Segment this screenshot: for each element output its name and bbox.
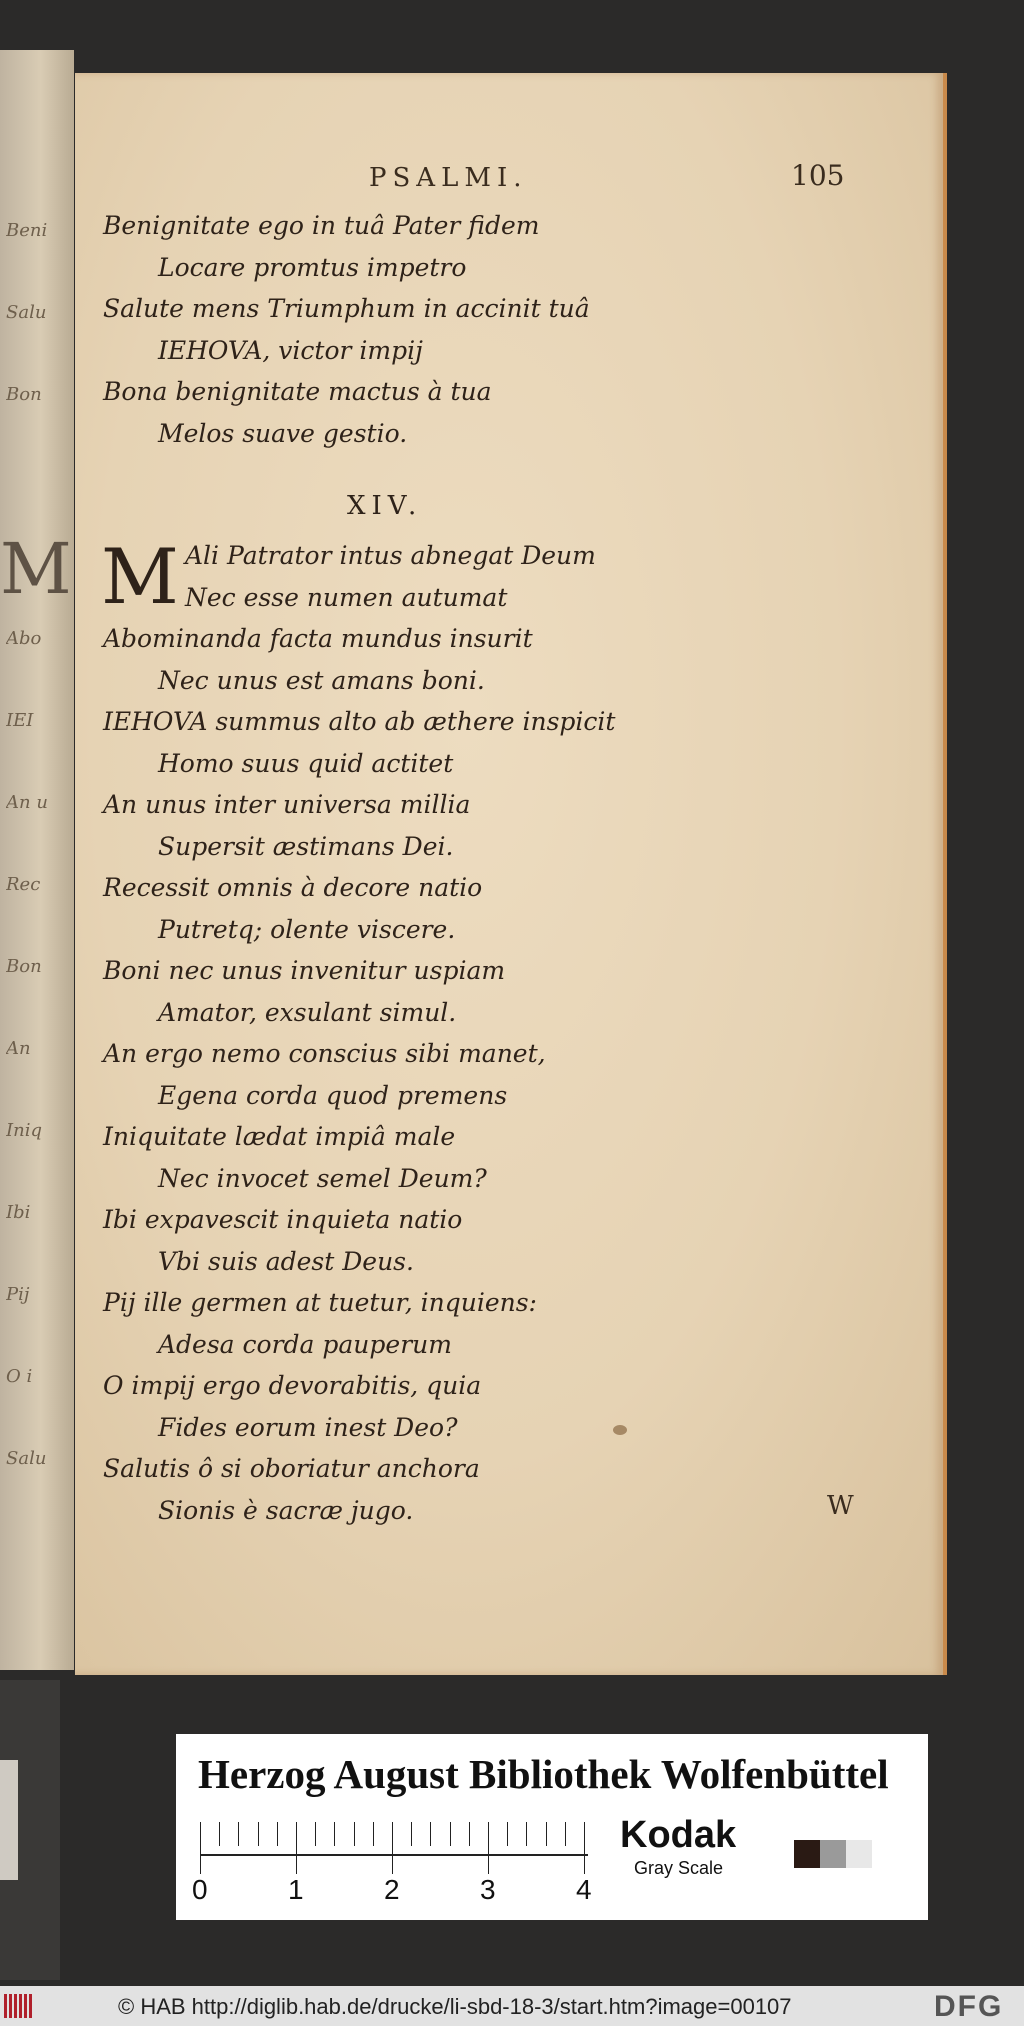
ruler-minor-tick — [354, 1822, 355, 1846]
page-header — [75, 155, 943, 195]
catchword-mark: W — [827, 1491, 854, 1521]
verse-line: Melos suave gestio. — [158, 418, 408, 448]
verse-line: Putretq; olente viscere. — [158, 914, 456, 944]
ruler-number: 1 — [288, 1874, 304, 1905]
left-fragment: Beni — [6, 220, 48, 241]
left-fragment: O i — [6, 1366, 33, 1387]
verse-line: Sionis è sacræ jugo. — [158, 1495, 414, 1525]
page-edge-highlight — [0, 1760, 18, 1880]
footer-bar — [0, 1986, 1024, 2026]
verse-line: Nec esse numen autumat — [185, 582, 508, 612]
verse-line: An unus inter universa millia — [103, 790, 471, 819]
verse-line: Boni nec unus invenitur uspiam — [103, 956, 506, 985]
verse-line: Salute mens Triumphum in accinit tuâ — [103, 294, 590, 323]
verse-line: IEHOVA summus alto ab æthere inspicit — [103, 707, 616, 736]
ruler-number: 2 — [384, 1874, 400, 1905]
color-scale-card — [176, 1734, 928, 1920]
left-capital: M — [0, 528, 72, 610]
verse-line: Nec invocet semel Deum? — [158, 1163, 487, 1193]
verse-line: IEHOVA, victor impij — [158, 335, 423, 365]
ruler-minor-tick — [526, 1822, 527, 1846]
book-page — [75, 73, 947, 1675]
ruler-minor-tick — [334, 1822, 335, 1846]
ruler-major-tick — [584, 1822, 585, 1874]
verse-line: Ali Patrator intus abnegat Deum — [185, 541, 596, 570]
ruler-scale — [192, 1818, 600, 1910]
psalm-number: XIV. — [347, 491, 423, 521]
psalm-text — [75, 532, 943, 1531]
ruler-major-tick — [200, 1822, 201, 1874]
verse-line: Bona benignitate mactus à tua — [103, 377, 492, 406]
verse-line: Pij ille germen at tuetur, inquiens: — [103, 1288, 537, 1317]
dfg-logo: DFG — [934, 1990, 1004, 2023]
kodak-brand: Kodak — [620, 1814, 737, 1856]
ruler-minor-tick — [219, 1822, 220, 1846]
verse-line: Salutis ô si oboriatur anchora — [103, 1454, 480, 1483]
ruler-minor-tick — [469, 1822, 470, 1846]
drop-capital: M — [101, 532, 179, 621]
gray-swatch-dark — [794, 1840, 820, 1868]
ruler-minor-tick — [238, 1822, 239, 1846]
ruler-number: 0 — [192, 1874, 208, 1905]
left-page-text-strip — [0, 50, 74, 1670]
verse-line: Fides eorum inest Deo? — [158, 1412, 458, 1442]
verse-line: Locare promtus impetro — [158, 252, 467, 282]
left-page-edge — [0, 50, 74, 1670]
left-fragment: Abo — [6, 628, 42, 649]
ruler-baseline — [200, 1854, 588, 1856]
verse-line: Benignitate ego in tuâ Pater fidem — [103, 211, 540, 240]
gray-swatch-mid — [820, 1840, 846, 1868]
ruler-minor-tick — [411, 1822, 412, 1846]
ruler-minor-tick — [450, 1822, 451, 1846]
verse-line: Abominanda facta mundus insurit — [103, 624, 533, 653]
page-number: 105 — [791, 159, 845, 192]
verse-line: Egena corda quod premens — [158, 1080, 508, 1110]
left-fragment: Bon — [6, 956, 42, 977]
verse-line: Adesa corda pauperum — [158, 1329, 452, 1359]
verse-line: Homo suus quid actitet — [158, 748, 454, 778]
ruler-minor-tick — [430, 1822, 431, 1846]
left-fragment: Bon — [6, 384, 42, 405]
left-fragment: Ibi — [6, 1202, 31, 1223]
ruler-major-tick — [392, 1822, 393, 1874]
ruler-number: 4 — [576, 1874, 592, 1905]
ruler-minor-tick — [277, 1822, 278, 1846]
library-name: Herzog August Bibliothek Wolfenbüttel — [198, 1751, 889, 1797]
verse-line: O impij ergo devorabitis, quia — [103, 1371, 482, 1400]
copyright-link[interactable]: © HAB http://diglib.hab.de/drucke/li-sbd-18-3/start.htm?image=00107 — [118, 1994, 792, 2019]
left-fragment: An u — [6, 792, 48, 813]
verse-line: Amator, exsulant simul. — [158, 997, 457, 1027]
ruler-minor-tick — [315, 1822, 316, 1846]
left-fragment: Pij — [6, 1284, 30, 1305]
ruler-number: 3 — [480, 1874, 496, 1905]
left-fragment: An — [6, 1038, 31, 1059]
gray-swatch-light — [846, 1840, 872, 1868]
ruler-minor-tick — [565, 1822, 566, 1846]
verse-line: Vbi suis adest Deus. — [158, 1246, 414, 1276]
ruler-minor-tick — [546, 1822, 547, 1846]
hab-logo-icon — [4, 1994, 44, 2018]
paper-stain — [613, 1425, 627, 1435]
verse-line: Iniquitate lædat impiâ male — [103, 1122, 456, 1151]
verse-line: Nec unus est amans boni. — [158, 665, 485, 695]
left-fragment: Iniq — [6, 1120, 42, 1141]
gray-scale-label: Gray Scale — [634, 1858, 724, 1878]
ruler-minor-tick — [507, 1822, 508, 1846]
left-fragment: Rec — [6, 874, 41, 895]
running-head: PSALMI. — [369, 163, 528, 193]
verse-line: Supersit æstimans Dei. — [158, 831, 454, 861]
ruler-major-tick — [488, 1822, 489, 1874]
left-fragment: Salu — [6, 1448, 47, 1469]
left-fragment: IEI — [6, 710, 34, 731]
ruler-minor-tick — [258, 1822, 259, 1846]
verse-block-top — [75, 205, 943, 454]
verse-line: An ergo nemo conscius sibi manet, — [103, 1039, 546, 1068]
ruler-minor-tick — [373, 1822, 374, 1846]
verse-line: Ibi expavescit inquieta natio — [103, 1205, 463, 1234]
verse-line: Recessit omnis à decore natio — [103, 873, 483, 902]
ruler-major-tick — [296, 1822, 297, 1874]
left-fragment: Salu — [6, 302, 47, 323]
